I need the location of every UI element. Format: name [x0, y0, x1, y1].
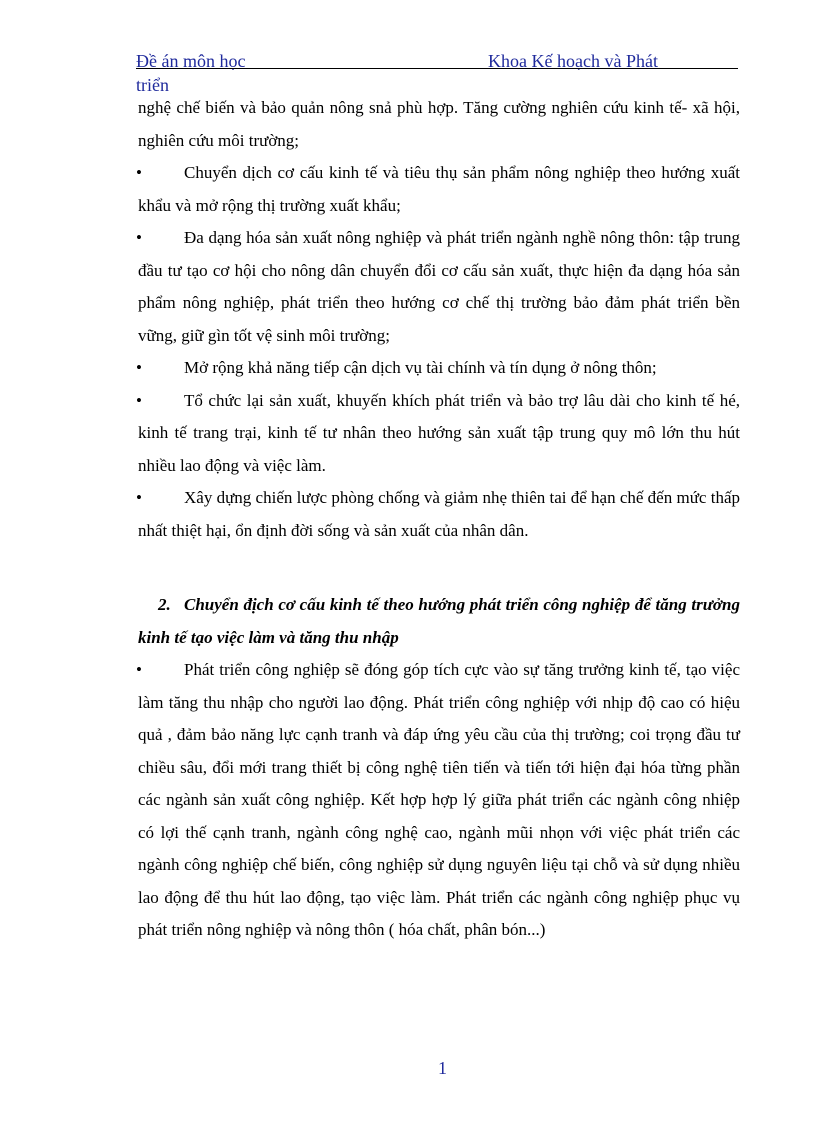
- intro-paragraph: nghệ chế biến và bảo quản nông snả phù hợp. Tăng cường nghiên cứu kinh tế- xã hội, nghiên cứu môi trường;: [138, 98, 740, 150]
- section-title: Chuyển địch cơ cấu kinh tế theo hướng phát triển công nghiệp để tăng trưởng kinh tế tạo việc làm và tăng thu nhập: [138, 595, 740, 647]
- bullet-item: [138, 352, 740, 385]
- bullet-item: [138, 385, 740, 483]
- bullet-icon: •: [136, 660, 142, 679]
- bullet-icon: •: [136, 228, 142, 247]
- bullet-item: [138, 157, 740, 222]
- bullet-icon: •: [136, 488, 142, 507]
- header-faculty: Khoa Kế hoạch và Phát: [488, 51, 658, 71]
- section-number: 2.: [158, 595, 171, 614]
- bullet-text: Xây dựng chiến lược phòng chống và giảm nhẹ thiên tai để hạn chế đến mức thấp nhất thiệt hại, ổn định đời sống và sản xuất của nhân dân.: [138, 488, 740, 540]
- header-faculty-wrap: triển: [136, 75, 169, 95]
- document-body: [138, 92, 740, 947]
- bullet-text: Mở rộng khả năng tiếp cận dịch vụ tài chính và tín dụng ở nông thôn;: [184, 358, 657, 377]
- bullet-text: Tổ chức lại sản xuất, khuyến khích phát triển và bảo trợ lâu dài cho kinh tế hé, kinh tế trang trại, kinh tế tư nhân theo hướng sản xuất tập trung quy mô lớn thu hút nhiều lao động và việc làm.: [138, 390, 740, 475]
- bullet-item: [138, 222, 740, 352]
- bullet-icon: •: [136, 390, 142, 410]
- bullet-item: [138, 482, 740, 547]
- header-course-title: Đề án môn học: [136, 51, 246, 71]
- bullet-text: Phát triển công nghiệp sẽ đóng góp tích cực vào sự tăng trưởng kinh tế, tạo việc làm tăng thu nhập cho người lao động. Phát triển công nghiệp với nhịp độ cao có hiệu quả , đảm bảo năng lực cạnh tranh và đáp ứng yêu cầu của thị trường; coi trọng đầu tư chiều sâu, đổi mới trang thiết bị công nghệ tiên tiến và tiến tới hiện đại hóa từng phần các ngành sản xuất công nghiệp. Kết hợp hợp lý giữa phát triển các ngành công nhiệp có lợi thế cạnh tranh, ngành công nghệ cao, ngành mũi nhọn với việc phát triển các ngành công nghiệp chế biến, công nghiệp sử dụng nguyên liệu tại chỗ và sử dụng nhiều lao động để thu hút lao động, tạo việc làm. Phát triển các ngành công nghiệp phục vụ phát triển nông nghiệp và nông thôn ( hóa chất, phân bón...): [138, 660, 740, 939]
- bullet-text: Chuyển dịch cơ cấu kinh tế và tiêu thụ sản phẩm nông nghiệp theo hướng xuất khẩu và mở rộng thị trường xuất khẩu;: [138, 163, 740, 215]
- bullet-text: Đa dạng hóa sản xuất nông nghiệp và phát triển ngành nghề nông thôn: tập trung đầu tư tạo cơ hội cho nông dân chuyển đổi cơ cấu sản xuất, thực hiện đa dạng hóa sản phẩm nông nghiệp, phát triển theo hướng cơ chế thị trường bảo đảm phát triển bền vững, giữ gìn tốt vệ sinh môi trường;: [138, 228, 740, 345]
- bullet-icon: •: [136, 358, 142, 377]
- section-heading: [138, 589, 740, 654]
- page-number: 1: [438, 1058, 447, 1078]
- bullet-icon: •: [136, 163, 142, 182]
- bullet-item: [138, 654, 740, 947]
- header-rule: [136, 68, 738, 69]
